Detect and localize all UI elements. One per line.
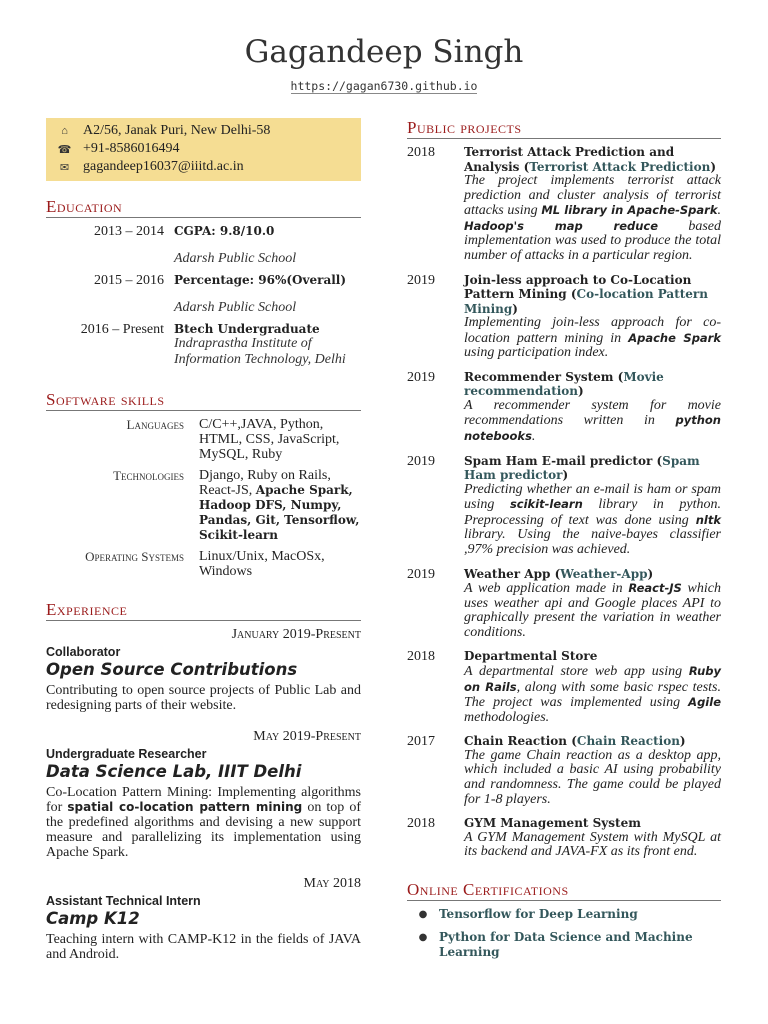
experience-description: Teaching intern with CAMP-K12 in the fields of JAVA and Android. bbox=[46, 932, 361, 962]
certifications-heading: Online Certifications bbox=[407, 880, 721, 901]
project-item bbox=[407, 734, 721, 807]
education-institution: Indraprastha Institute of Information Technology, Delhi bbox=[174, 336, 346, 367]
project-name: Weather App bbox=[464, 566, 551, 581]
envelope-icon: ✉ bbox=[59, 161, 70, 174]
experience-organization: Open Source Contributions bbox=[46, 660, 298, 679]
contact-row bbox=[46, 140, 361, 158]
experience-heading: Experience bbox=[46, 600, 361, 621]
education-degree: CGPA: 9.8/10.0 bbox=[174, 224, 275, 238]
projects-section bbox=[407, 118, 721, 860]
skills-section bbox=[46, 390, 361, 579]
experience-date: May 2019-Present bbox=[253, 729, 361, 744]
contact-row bbox=[46, 158, 361, 176]
bullet-icon: ● bbox=[418, 932, 428, 944]
skill-list: Linux/Unix, MacOSx, Windows bbox=[199, 549, 325, 579]
project-description: A recommender system for movie recommendations written in python notebooks. bbox=[464, 397, 721, 445]
project-title: Weather App (Weather-App) bbox=[464, 566, 654, 581]
education-date: 2016 – Present bbox=[80, 322, 164, 337]
education-body bbox=[174, 224, 361, 267]
contact-text: A2/56, Janak Puri, New Delhi-58 bbox=[83, 123, 271, 138]
skill-values bbox=[199, 417, 361, 462]
skill-list-bold: Apache Spark, Hadoop DFS, Numpy, Pandas, Git, Tensorflow, Scikit-learn bbox=[199, 483, 360, 542]
project-name: Recommender System bbox=[464, 369, 614, 384]
contact-row bbox=[46, 122, 361, 140]
project-name: GYM Management System bbox=[464, 816, 641, 831]
bullet-icon: ● bbox=[418, 908, 428, 920]
projects-heading: Public projects bbox=[407, 118, 721, 139]
education-date: 2015 – 2016 bbox=[94, 273, 164, 288]
project-body bbox=[464, 145, 721, 264]
project-link[interactable]: Spam Ham predictor bbox=[464, 453, 700, 483]
project-link[interactable]: Weather-App bbox=[560, 566, 648, 581]
skill-category: Operating Systems bbox=[85, 549, 184, 564]
contact-text[interactable]: gagandeep16037@iiitd.ac.in bbox=[83, 159, 244, 174]
experience-organization: Camp K12 bbox=[46, 909, 140, 928]
experience-description: Contributing to open source projects of Public Lab and redesigning parts of their website. bbox=[46, 683, 361, 713]
skill-category: Languages bbox=[126, 417, 184, 432]
project-title bbox=[464, 649, 721, 664]
experience-role: Undergraduate Researcher bbox=[46, 747, 207, 761]
certifications-section bbox=[407, 880, 721, 960]
right-column bbox=[407, 118, 721, 959]
project-year: 2018 bbox=[407, 649, 435, 665]
project-item bbox=[407, 273, 721, 361]
description-bold: spatial co-location pattern mining bbox=[67, 800, 303, 814]
education-section bbox=[46, 197, 361, 368]
project-title: Recommender System (Movie recommendation) bbox=[464, 369, 664, 399]
project-link[interactable]: Co-location Pattern Mining bbox=[464, 287, 708, 316]
project-year: 2019 bbox=[407, 369, 435, 385]
project-body bbox=[464, 816, 721, 860]
education-institution: Adarsh Public School bbox=[174, 300, 297, 315]
contact-box bbox=[46, 118, 361, 181]
skill-list: Django, Ruby on Rails, React-JS, bbox=[199, 468, 331, 498]
experience-organization: Data Science Lab, IIIT Delhi bbox=[46, 762, 302, 781]
left-column bbox=[46, 118, 361, 962]
project-item bbox=[407, 649, 721, 725]
project-description: The game Chain reaction as a desktop app, which included a basic AI using probability and randomness. The game could be played for 1-8 players. bbox=[464, 747, 721, 807]
education-date: 2013 – 2014 bbox=[94, 224, 164, 239]
education-item bbox=[46, 273, 361, 316]
skill-values bbox=[199, 468, 361, 543]
project-name: Departmental Store bbox=[464, 649, 598, 664]
project-description: A web application made in React-JS which uses weather api and Google places API to graphically present the variation in weather conditions. bbox=[464, 581, 721, 640]
project-title bbox=[464, 816, 721, 831]
project-title: Chain Reaction (Chain Reaction) bbox=[464, 734, 686, 749]
experience-date: January 2019-Present bbox=[231, 627, 361, 642]
project-description: The project implements terrorist attack prediction and cluster analysis of terrorist attacks using ML library in Apache-Spark. Hadoop's map reduce based implementation was used to produce the total number of attacks in a particular region. bbox=[464, 173, 721, 263]
project-title: Join-less approach to Co-Location Pattern Mining (Co-location Pattern Mining) bbox=[464, 272, 708, 316]
project-link[interactable]: Terrorist Attack Prediction bbox=[529, 159, 711, 174]
description-text: Co-Location Pattern Mining: Implementing algorithms for bbox=[46, 785, 361, 815]
experience-item bbox=[46, 729, 361, 860]
skill-row bbox=[46, 417, 361, 462]
certification-link[interactable]: Python for Data Science and Machine Learning bbox=[439, 930, 693, 959]
project-name: Terrorist Attack Prediction and Analysis bbox=[464, 145, 675, 174]
phone-icon: ☎ bbox=[57, 143, 72, 156]
experience-item bbox=[46, 627, 361, 713]
skill-list: C/C++,JAVA, Python, HTML, CSS, JavaScript, MySQL, Ruby bbox=[199, 417, 340, 462]
project-item bbox=[407, 370, 721, 445]
project-title: Terrorist Attack Prediction and Analysis (Terrorist Attack Prediction) bbox=[464, 145, 716, 174]
education-item bbox=[46, 322, 361, 368]
project-description: Implementing join-less approach for co-location pattern mining in Apache Spark using participation index. bbox=[464, 315, 721, 361]
project-link[interactable]: Chain Reaction bbox=[576, 734, 680, 749]
experience-date: May 2018 bbox=[303, 876, 361, 891]
experience-role: Collaborator bbox=[46, 645, 121, 659]
project-body bbox=[464, 734, 721, 807]
project-year: 2019 bbox=[407, 453, 435, 469]
education-body bbox=[174, 273, 361, 316]
education-item bbox=[46, 224, 361, 267]
project-year: 2018 bbox=[407, 816, 435, 832]
education-body bbox=[174, 322, 361, 368]
education-degree: Btech Undergraduate bbox=[174, 322, 320, 336]
project-body bbox=[464, 454, 721, 558]
resume-name: Gagandeep Singh bbox=[244, 34, 524, 70]
homepage-link-text[interactable]: https://gagan6730.github.io bbox=[290, 79, 478, 93]
project-description: A GYM Management System with MySQL at its backend and JAVA-FX as its front end. bbox=[464, 829, 721, 860]
certification-item bbox=[407, 930, 721, 959]
skills-heading: Software skills bbox=[46, 390, 361, 411]
skill-values bbox=[199, 549, 361, 579]
project-link[interactable]: Movie recommendation bbox=[464, 369, 664, 399]
project-year: 2017 bbox=[407, 734, 435, 750]
experience-item bbox=[46, 876, 361, 962]
home-icon: ⌂ bbox=[61, 125, 68, 137]
homepage-link[interactable] bbox=[0, 79, 768, 93]
skill-category: Technologies bbox=[113, 468, 184, 483]
skill-row bbox=[46, 549, 361, 579]
education-degree: Percentage: 96%(Overall) bbox=[174, 273, 347, 287]
certification-item bbox=[407, 907, 721, 922]
experience-section bbox=[46, 600, 361, 962]
project-body bbox=[464, 273, 721, 361]
project-name: Join-less approach to Co-Location Pattern Mining bbox=[464, 272, 692, 302]
description-text: on top of the predefined algorithms and devising a new support measure and parallelizing its implementation using Apache Spark. bbox=[46, 800, 362, 860]
contact-text: +91-8586016494 bbox=[83, 141, 180, 156]
project-description: A departmental store web app using Ruby on Rails, along with some basic rspec tests. The project was implemented using Agile methodologies. bbox=[464, 663, 722, 725]
project-year: 2019 bbox=[407, 272, 435, 288]
certification-link[interactable]: Tensorflow for Deep Learning bbox=[439, 906, 638, 921]
experience-role: Assistant Technical Intern bbox=[46, 894, 201, 908]
project-item bbox=[407, 816, 721, 860]
project-body bbox=[464, 370, 721, 445]
project-description: Predicting whether an e-mail is ham or spam using scikit-learn library in python. Preprocessing of text was done using nltk library. Using the naive-bayes classifier ,97% precision was achieved. bbox=[464, 481, 721, 557]
experience-description bbox=[46, 785, 361, 860]
project-body bbox=[464, 649, 721, 725]
project-item bbox=[407, 145, 721, 264]
project-title: Spam Ham E-mail predictor (Spam Ham predictor) bbox=[464, 453, 700, 483]
project-year: 2019 bbox=[407, 566, 435, 582]
education-institution: Adarsh Public School bbox=[174, 251, 297, 266]
project-name: Chain Reaction bbox=[464, 734, 568, 749]
project-name: Spam Ham E-mail predictor bbox=[464, 453, 653, 468]
education-heading: Education bbox=[46, 197, 361, 218]
skill-row bbox=[46, 468, 361, 543]
project-body bbox=[464, 567, 721, 641]
project-item bbox=[407, 454, 721, 558]
project-year: 2018 bbox=[407, 145, 435, 160]
project-item bbox=[407, 567, 721, 641]
